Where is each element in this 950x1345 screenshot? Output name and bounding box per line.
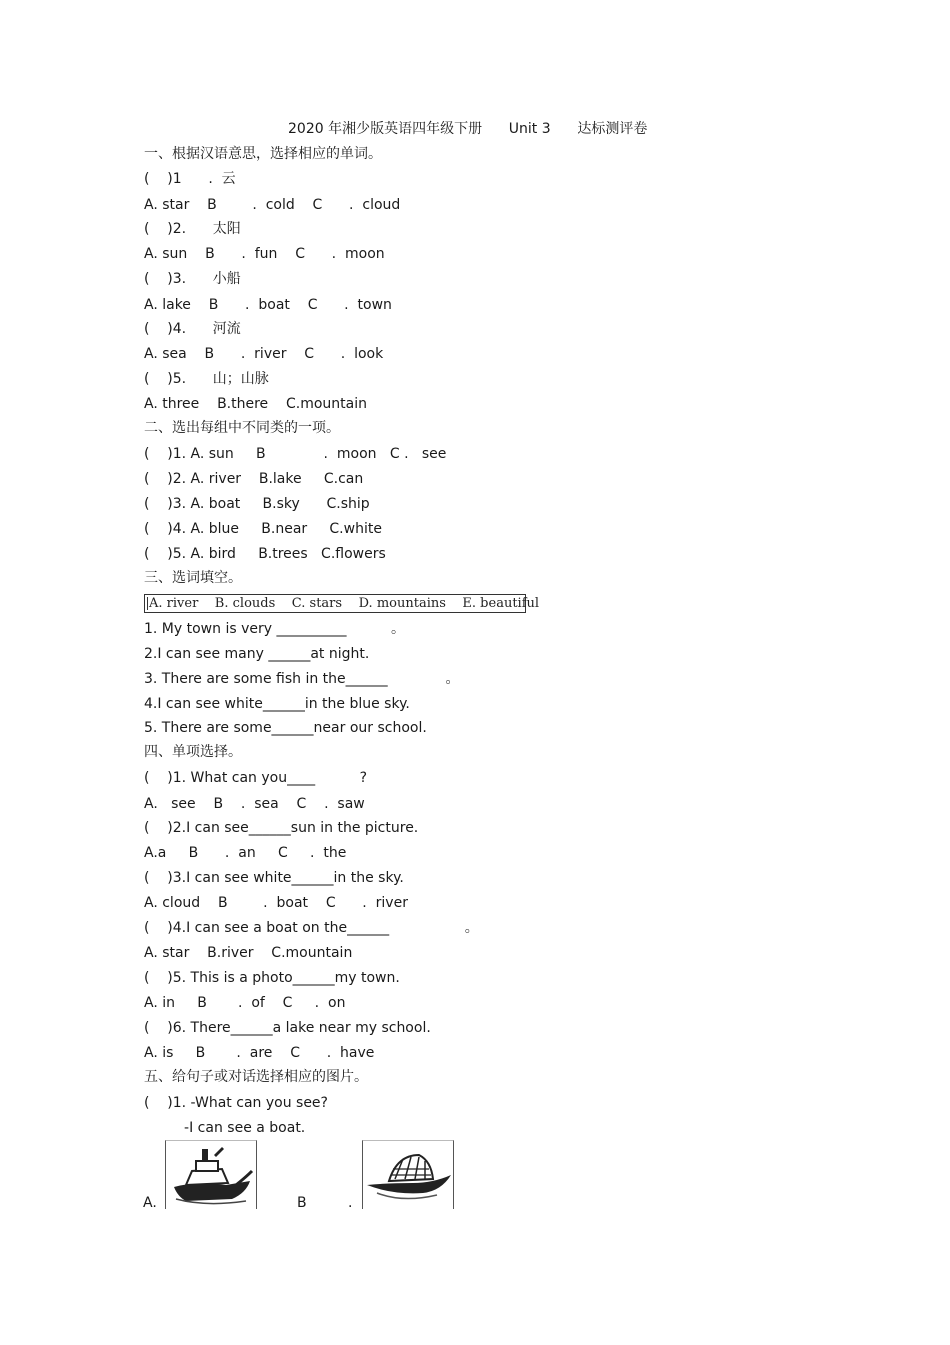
fill-blank-line: 2.I can see many ______at night. — [144, 646, 370, 662]
options-line: A. star B.river C.mountain — [144, 945, 353, 961]
question-line: ( )3. A. boat B.sky C.ship — [144, 496, 370, 512]
options-line: A. cloud B . boat C . river — [144, 895, 408, 911]
section-2-heading: 二、选出每组中不同类的一项。 — [144, 420, 340, 436]
question-line: ( )3. 小船 — [144, 271, 241, 287]
question-line: ( )3.I can see white______in the sky. — [144, 870, 404, 886]
section-5-heading: 五、给句子或对话选择相应的图片。 — [144, 1069, 368, 1085]
options-line: A. in B . of C . on — [144, 995, 346, 1011]
ship-icon — [166, 1141, 256, 1209]
word-bank-box: A. river B. clouds C. stars D. mountains E. beautiful — [144, 594, 526, 613]
fill-blank-line: 5. There are some______near our school. — [144, 720, 427, 736]
question-line: ( )2. 太阳 — [144, 221, 241, 237]
question-line: ( )1. A. sun B . moon C . see — [144, 446, 447, 462]
question-line: ( )6. There______a lake near my school. — [144, 1020, 431, 1036]
paper-title: 2020 年湘少版英语四年级下册 Unit 3 达标测评卷 — [288, 121, 648, 137]
question-line: ( )2.I can see______sun in the picture. — [144, 820, 419, 836]
question-line: ( )4. A. blue B.near C.white — [144, 521, 382, 537]
options-line: A. star B . cold C . cloud — [144, 197, 401, 213]
picture-label-b-dot: . — [348, 1195, 353, 1211]
options-line: A. see B . sea C . saw — [144, 796, 365, 812]
options-line: A. lake B . boat C . town — [144, 297, 392, 313]
picture-label-b: B — [297, 1195, 307, 1211]
question-line: ( )5. A. bird B.trees C.flowers — [144, 546, 386, 562]
fill-blank-line: 4.I can see white______in the blue sky. — [144, 696, 410, 712]
question-line: ( )5. This is a photo______my town. — [144, 970, 400, 986]
picture-label-a: A. — [143, 1195, 157, 1211]
options-line: A. three B.there C.mountain — [144, 396, 367, 412]
question-line: ( )1. -What can you see? — [144, 1095, 328, 1111]
dialogue-line: -I can see a boat. — [144, 1120, 306, 1136]
question-line: ( )4. 河流 — [144, 321, 241, 337]
question-line: ( )2. A. river B.lake C.can — [144, 471, 364, 487]
question-line: ( )1. What can you____ ? — [144, 770, 368, 786]
fill-blank-line: 3. There are some fish in the______ 。 — [144, 671, 460, 687]
options-line: A. is B . are C . have — [144, 1045, 375, 1061]
question-line: ( )5. 山；山脉 — [144, 371, 269, 387]
question-line: ( )4.I can see a boat on the______ 。 — [144, 920, 479, 936]
options-line: A. sun B . fun C . moon — [144, 246, 385, 262]
options-line: A. sea B . river C . look — [144, 346, 384, 362]
section-3-heading: 三、选词填空。 — [144, 570, 242, 586]
section-1-heading: 一、根据汉语意思，选择相应的单词。 — [144, 146, 382, 162]
section-4-heading: 四、单项选择。 — [144, 744, 242, 760]
question-line: ( )1 . 云 — [144, 171, 236, 187]
ship-picture — [165, 1140, 257, 1209]
options-line: A.a B . an C . the — [144, 845, 347, 861]
boat-icon — [363, 1141, 453, 1209]
fill-blank-line: 1. My town is very __________ 。 — [144, 621, 405, 637]
boat-picture — [362, 1140, 454, 1209]
